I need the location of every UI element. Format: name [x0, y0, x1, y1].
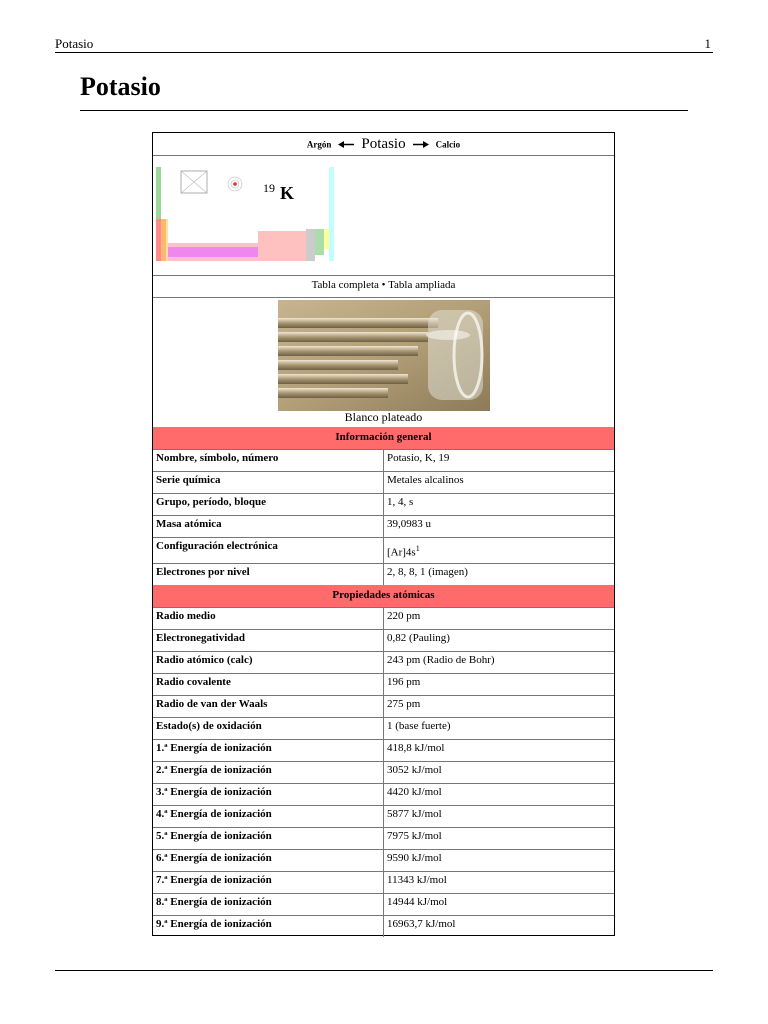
potassium-photo[interactable] — [278, 300, 490, 411]
property-label: Grupo, período, bloque — [156, 496, 267, 508]
property-value: 243 pm (Radio de Bohr) — [383, 651, 614, 673]
property-label: Electronegatividad — [156, 632, 246, 644]
element-photo-row — [153, 297, 614, 428]
property-value: 3052 kJ/mol — [383, 761, 614, 783]
property-value: Metales alcalinos — [383, 471, 614, 493]
property-row — [153, 563, 614, 586]
property-label: Radio atómico (calc) — [156, 654, 253, 666]
property-label: 6.ª Energía de ionización — [156, 852, 272, 864]
property-row — [153, 717, 614, 740]
property-row — [153, 471, 614, 494]
property-value: 1, 4, s — [383, 493, 614, 515]
element-navigation — [153, 133, 614, 156]
property-value: 11343 kJ/mol — [383, 871, 614, 893]
property-value: 14944 kJ/mol — [383, 893, 614, 915]
property-value: 418,8 kJ/mol — [383, 739, 614, 761]
property-label: Electrones por nivel — [156, 566, 250, 578]
property-row — [153, 849, 614, 872]
property-row — [153, 449, 614, 472]
property-label: 7.ª Energía de ionización — [156, 874, 272, 886]
property-label: 2.ª Energía de ionización — [156, 764, 272, 776]
property-row — [153, 515, 614, 538]
property-value: 9590 kJ/mol — [383, 849, 614, 871]
property-row — [153, 607, 614, 630]
property-value: 275 pm — [383, 695, 614, 717]
property-row — [153, 915, 614, 937]
property-value: 1 (base fuerte) — [383, 717, 614, 739]
property-label: Radio covalente — [156, 676, 231, 688]
property-row — [153, 827, 614, 850]
property-row — [153, 651, 614, 674]
property-row — [153, 871, 614, 894]
section-header-general: Información general — [153, 427, 614, 450]
current-element: Potasio — [361, 135, 406, 152]
property-value: 0,82 (Pauling) — [383, 629, 614, 651]
property-label: Configuración electrónica — [156, 540, 278, 552]
property-row — [153, 739, 614, 762]
property-label: Masa atómica — [156, 518, 222, 530]
property-label: 4.ª Energía de ionización — [156, 808, 272, 820]
element-symbol: K — [280, 183, 295, 203]
property-label: 1.ª Energía de ionización — [156, 742, 272, 754]
property-label: Radio medio — [156, 610, 216, 622]
property-label: 5.ª Energía de ionización — [156, 830, 272, 842]
element-infobox — [152, 132, 615, 936]
property-label: Estado(s) de oxidación — [156, 720, 262, 732]
electron-config-superscript: 1 — [415, 544, 420, 553]
property-value: 39,0983 u — [383, 515, 614, 537]
page-number: 1 — [704, 36, 711, 51]
property-row — [153, 493, 614, 516]
property-value: Potasio, K, 19 — [383, 449, 614, 471]
property-row — [153, 695, 614, 718]
property-label: 3.ª Energía de ionización — [156, 786, 272, 798]
atomic-number: 19 — [263, 181, 275, 195]
page-title: Potasio — [80, 72, 161, 101]
property-row — [153, 629, 614, 652]
next-element-link[interactable]: Calcio — [435, 139, 461, 150]
footer-rule — [55, 970, 713, 971]
property-row — [153, 673, 614, 696]
periodic-table-thumbnail[interactable] — [156, 167, 341, 263]
property-value: 196 pm — [383, 673, 614, 695]
property-value — [383, 537, 614, 563]
arrow-left-icon — [338, 140, 354, 149]
atomic-symbol-block — [263, 181, 294, 204]
property-row — [153, 761, 614, 784]
property-row — [153, 537, 614, 564]
property-label: Serie química — [156, 474, 221, 486]
property-label: Radio de van der Waals — [156, 698, 268, 710]
section-header-atomic: Propiedades atómicas — [153, 585, 614, 608]
prev-element-link[interactable]: Argón — [306, 139, 332, 150]
running-header — [55, 36, 713, 53]
property-value: 2, 8, 8, 1 (imagen) — [383, 563, 614, 585]
property-row — [153, 893, 614, 916]
running-title: Potasio — [55, 36, 94, 51]
property-value: 220 pm — [383, 607, 614, 629]
property-value: 16963,7 kJ/mol — [383, 915, 614, 937]
property-label: Nombre, símbolo, número — [156, 452, 279, 464]
property-label: 9.ª Energía de ionización — [156, 918, 272, 930]
property-value: 5877 kJ/mol — [383, 805, 614, 827]
property-value: 4420 kJ/mol — [383, 783, 614, 805]
electron-config-value: [Ar]4s — [387, 546, 416, 559]
photo-caption: Blanco plateado — [344, 410, 423, 424]
property-value: 7975 kJ/mol — [383, 827, 614, 849]
periodic-table-row — [153, 155, 614, 276]
title-rule — [80, 110, 688, 111]
table-links[interactable]: Tabla completa • Tabla ampliada — [153, 275, 614, 298]
property-row — [153, 783, 614, 806]
arrow-right-icon — [413, 140, 429, 149]
property-row — [153, 805, 614, 828]
property-label: 8.ª Energía de ionización — [156, 896, 272, 908]
